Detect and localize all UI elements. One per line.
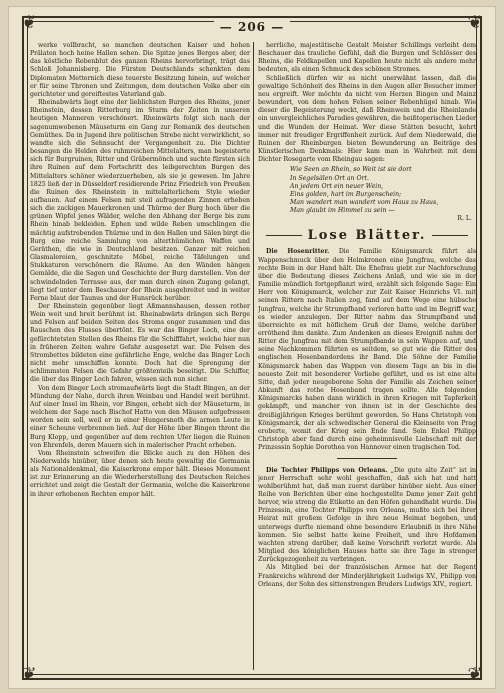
paragraph: Der Rheinstein gegenüber liegt Aßmannshausen, dessen rother Wein weit und breit berühmt ist. Rheinabwärts drängen sich Berge und Felsen auf beiden Seiten des Stroms enger zusammen und das Rauschen des Flusses übertönt. Es war das Binger Loch, eine der gefürchtetsten Stellen des Rheins für die Schifffahrt, welche hier nun in früheren Zeiten wahre Gefahr ausgesetzt war. Die Felsen des Strombettes bildeten eine gefährliche Enge, welche das Binger Loch nicht mehr umschiffen konnte. Doch hat die Sprengung der schlimmsten Felsen die Gefahr größtenteils beseitigt. Die Schiffer, die über das Binger Loch fahren, wissen sich nun sicher. <box>30 303 250 384</box>
poem-line: In Segelsälen Ort an Ort. <box>290 174 369 182</box>
article-title: Die Hosenritter. <box>266 248 330 256</box>
paragraph: Von dem Binger Loch stromaufwärts liegt die Stadt Bingen, an der Mündung der Nahe, durch ihren Weinbau und Handel weit berühmt. Auf einer Insel im Rhein, vor Bingen, erhebt sich der Mäuseturm, in welchem der Sage nach Bischof Hatto von den Mäusen aufgefressen worden sein soll, weil er in einer Hungersnoth die armen Leute in einer Scheune verbrennen ließ. Auf der Höhe über Bingen thront die Burg Klopp, und gegenüber auf dem rechten Ufer liegen die Ruinen von Ehrenfels, deren Mauern sich in malerischer Pracht erheben. <box>30 384 250 449</box>
poem-signature: R. L. <box>457 215 472 223</box>
corner-ornament-icon: ❦ <box>21 12 37 33</box>
page-number: — 206 — <box>214 20 290 34</box>
separator <box>258 455 476 463</box>
poem-line: Man glaubt im Himmel zu sein — <box>290 207 395 215</box>
corner-ornament-icon: ❦ <box>467 664 483 685</box>
right-column <box>258 42 476 670</box>
left-column <box>30 42 250 670</box>
article <box>258 248 476 452</box>
poem-line: An jedem Ort ein neuer Wein, <box>290 182 384 190</box>
title-rule <box>432 235 468 236</box>
column-divider <box>253 42 254 670</box>
page-header <box>22 16 482 38</box>
section-title <box>258 227 476 245</box>
article-text: „Die gute alte Zeit“ ist in jener Herrschaft sehr wohl geschaffen, daß sich hat und hatt wohlberühmt hat, daß man zuerst darüber hinüber sieht. Aus einer Reihe von Berichten über eine hochgestellte Dame jener Zeit geht hervor, wie streng die Etikette an den Höfen gehandhabt wurde. Die Prinzessin, eine Tochter Philipps von Orleans, mußte sich bei ihrer Heirat mit großem Gefolge in ihre neue Heimat begeben, und unterwegs durfte niemand ohne besondere Erlaubniß in ihre Nähe kommen. Sie selbst hatte keine Freiheit, und ihre Hofdamen wachten streng darüber, daß keine Vorschrift verletzt wurde. Als Mitglied des königlichen Hauses hatte sie ihre Tage in strenger Zurückgezogenheit zu verbringen. <box>258 466 476 564</box>
article <box>258 467 476 565</box>
title-rule <box>266 235 302 236</box>
corner-ornament-icon: ❦ <box>467 12 483 33</box>
paragraph: Rheinabwärts liegt eine der lieblichsten Burgen des Rheins, jener Rheinstein, dessen Ritterburg im Sturm der Zeiten in unseren heutigen Manneren verschönert. Rheinwärts folgt sich nach der sagenumwobenen Mäuseturm ein Gang zur Romanik des deutschen Gemüthes. Da in Jugend ihre politischen Strebe nicht verwirklicht, so wandte sich die Sehnsucht der Vergangenheit zu. Die Dichter besangen die Helden des ruhmreichen Mittelalters, man begeisterte sich für Burgruinen, Ritter und Gräbermönch und suchte fürsten sich ihre Ruinen auf dem Fortschritt des leibgerechten Burgen des Mittelalters schöner wiederzuerheben, als sie je gewesen. Im Jahre 1825 ließ der in Düsseldorf residierende Prinz Friedrich von Preußen die Ruinen des Rheinstein in mittelalterlichem Style wieder aufbauen. Auf einem Felsen mit steil aufragenden Zinnen erheben sich die zackigen Mauerkronen und Thürme der Burg hoch über die grünen Wipfel jenes Wälder, welche den Abhang der Berge bis zum Rhein hinab bekleiden. Ephen und wilde Reben umschlingen die mächtig aufstrebenden Thürme und in den Hallen und Sälen birgt die Burg eine reiche Sammlung von alterthümlichen Waffen und Geräthen, die wie in Deutschland besitzen. Ganzer mit reichen Glasmalereien, geschnitzte Möbel, reiche Täfelungen und Stukkaturen verschönern die Räume. An den Wänden hängen Gemälde, die die Sagen und Geschichte der Burg darstellen. Von der schwindelnden Terrasse aus, der man durch einen Zugang gelangt, liegt tief unter dem Beschauer der Rhein ausgebreitet und in weiter Ferne blaut der Taunus und der Hunsrück herüber. <box>30 99 250 302</box>
section-title-text: Lose Blätter. <box>307 228 427 244</box>
corner-ornament-icon: ❦ <box>21 664 37 685</box>
article-text: Die Familie Königsmarck führt als Wappenschmuck über den Helmkronen eine Jungfrau, welche das rechte Bein in der Hand hält. Die Ehefrau giebt zur Nachforschung über die Bedeutung dieses Zeichens Anlaß, und wie sie in der Familie mündlich fortgepflanzt wird, erzählt sich folgende Sage: Ein Herr von Königsmarck, welcher zur Zeit Kaiser Heinrichs VI. mit seinen Rittern nach Italien zog, fand auf dem Wege eine hübsche Jungfrau, welche ihr Strumpfband verloren hatte und im Begriff war, es wieder anzulegen. Der Ritter nahm das Strumpfband und überreichte es mit höflichem Gruß der Dame, welche darüber erröthend ihm dankte. Zum Andenken an dieses Ereigniß nahm der Ritter die Jungfrau mit dem Strumpfbande in sein Wappen auf, und seine Nachkommen führten es seitdem, so gut wie die Ritter des englischen Hosenbandordens ihr Band. Die Söhne der Familie Königsmarck haben das Wappen von diesem Tage an bis in die neueste Zeit mit besonderer Vorliebe geführt, und es ist eine alte Sitte, daß jeder neugeborene Sohn der Familie als Zeichen seiner Abkunft das rothe Hosenband tragen sollte. Alle folgenden Königsmarcks haben dann wirklich in ihren Kriegen mit Tapferkeit gekämpft, und mancher von ihnen ist in der Geschichte des dreißigjährigen Krieges berühmt geworden. So Hans Christoph von Königsmarck, der als schwedischer General die Kleinseite von Prag eroberte, womit der Krieg sein Ende fand. Sein Enkel Philipp Christoph aber fand durch eine geheimnisvolle Liebschaft mit der Prinzessin Sophie Dorothea von Hannover einen tragischen Tod. <box>258 248 476 452</box>
poem-line: Eins golden, hart im Burgenschein; <box>290 190 402 198</box>
poem <box>258 166 476 223</box>
poem-line: Man wandert man wandert vom Haus zu Haus, <box>290 198 439 206</box>
paragraph: werke vollbracht, so manchen deutschen Kaiser und hohen Prälaten hoch heine Hallen sehen. Die Spitze jenes Berges aber, der das köstliche Rebenblut des ganzen Rheins hervorbringt, trägt das Schloß Johannisberg. Die Fürsten Deutschlands schenkten dem Diplomaten Metternich diese teuerste Besitzung hinein, auf welcher er für seine Thronen und Zeitungen, dem deutschen Volke aber ein gerichteter und gereiftestes Vaterland gab. <box>30 42 250 98</box>
paragraph: Als Mitglied bei der französischen Armee hat der Regent Frankreichs während der Minderjährigkeit Ludwigs XV., Philipp von Orleans, der Sohn des sittenstrengen Bruders Ludwigs XIV., regiert. <box>258 564 476 588</box>
article-title: Die Tochter Philipps von Orleans. <box>266 466 388 474</box>
paragraph: herrliche, majestätische Gestalt Meister Schillings verleiht dem Beschauer das trauliche Gefühl, daß die Burgen und Schlösser des Rheins, die Feldkapellen und Kapellen heute nicht als andere mehr bedeuten, als einen Schmuck des schönen Stromes. <box>258 42 476 74</box>
page <box>8 6 496 689</box>
paragraph: Vom Rheinstein schweifen die Blicke auch zu den Höhen des Niederwalds hinüber, über denen sich heute gewaltig die Germania als Nationaldenkmal, die Kaiserkrone empor hält. Dieses Monument ist zur Erinnerung an die Wiederherstellung des Deutschen Reiches errichtet und zeigt die Gestalt der Germania, welche die Kaiserkrone in ihrer erhobenen Rechten empor hält. <box>30 449 250 498</box>
poem-line: Wie Seen an Rhein, so Weit ist sie dort <box>290 166 412 174</box>
paragraph: Schließlich dürfen wir es nicht unerwähnt lassen, daß die gewaltige Schönheit des Rheins in den Augen aller Besucher immer neu ergreift. Wer möchte da nicht von Herzen Bingen und Mainz bewundert, von dem hohen Felsen seiner Rebenhügel hinab. Wie dieser die Begeisterung weckt, daß Rheinwein und die Rheinlande ein unvergleichliches Paradies gewähren, die heißtoperischen Lieder und die Wunden der Heimat. Wer diese Stätten besucht, kehrt immer mit freudiger Ergriffenheit zurück. Auf dem Niederwald, die Ruinen der Rheinburgen bieten Bewunderung an Beiträge des Künstlerischen Denkmals: Hier kam man in Wahrheit mit dem Dichter Rosegarte vom Rheingau sagen: <box>258 74 476 164</box>
